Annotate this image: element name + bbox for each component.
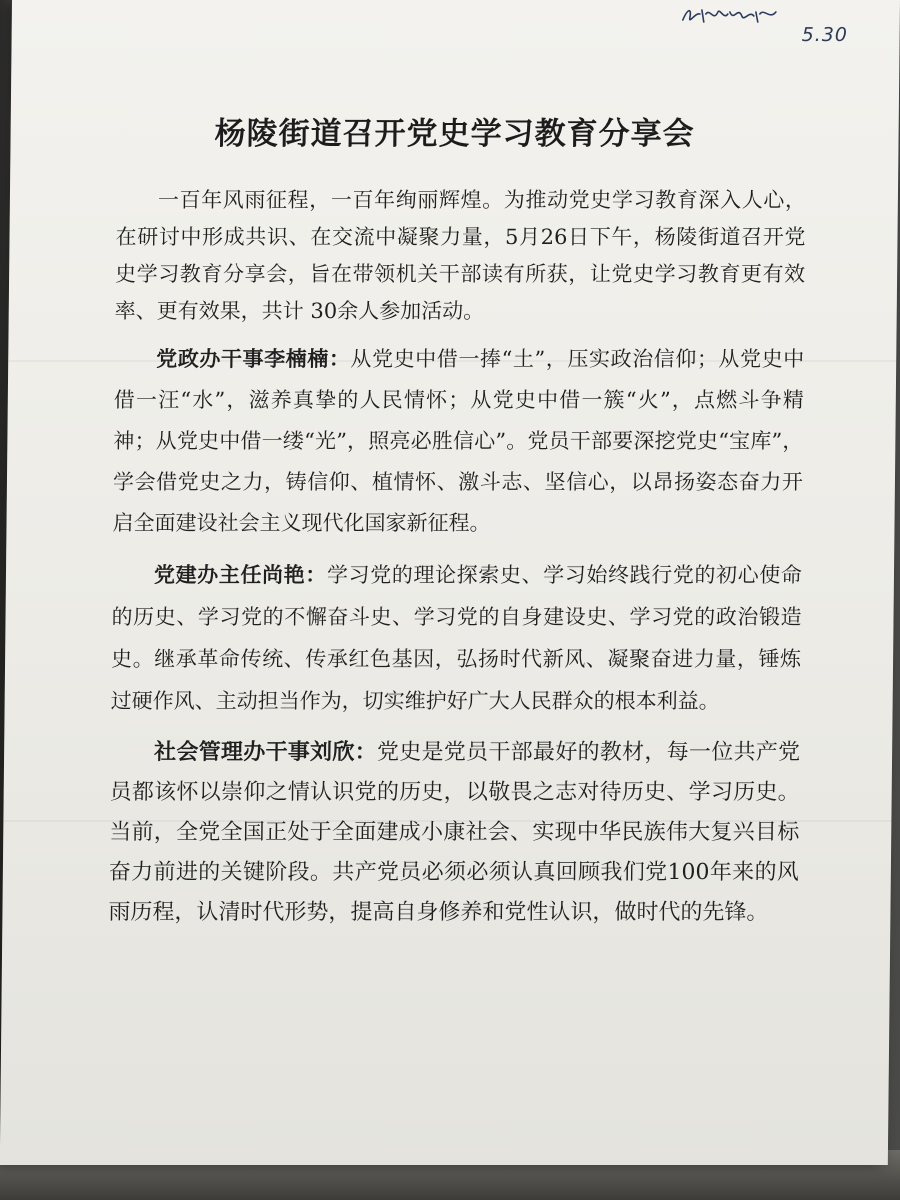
speaker-paragraph: [112, 338, 804, 544]
speaker-remarks: 学习党的理论探索史、学习始终践行党的初心使命的历史、学习党的不懈奋斗史、学习党的自身建设史、学习党的政治锻造史。继承革命传统、传承红色基因，弘扬时代新风、凝聚奋进力量，锤炼过硬作风、主动担当作为，切实维护好广大人民群众的根本利益。: [110, 563, 803, 713]
signature-scribble: [680, 4, 780, 28]
document-body: [108, 182, 806, 933]
speaker-paragraph: [108, 732, 800, 933]
document-title: 杨陵街道召开党史学习教育分享会: [214, 116, 695, 152]
speaker-remarks: 党史是党员干部最好的教材，每一位共产党员都该怀以崇仰之情认识党的历史，以敬畏之志对待历史、学习历史。当前，全党全国正处于全面建成小康社会、实现中华民族伟大复兴目标奋力前进的关键阶段。共产党员必须必须认真回顾我们党100年来的风雨历程，认清时代形势，提高自身修养和党性认识，做时代的先锋。: [108, 740, 801, 925]
handwritten-date: 5.30: [801, 24, 849, 46]
speaker-remarks: 从党史中借一捧“土”，压实政治信仰；从党史中借一汪“水”，滋养真挚的人民情怀；从党史中借一簇“火”，点燃斗争精神；从党史中借一缕“光”，照亮必胜信心”。党员干部要深挖党史“宝库”，学会借党史之力，铸信仰、植情怀、激斗志、坚信心，以昂扬姿态奋力开启全面建设社会主义现代化国家新征程。: [112, 347, 805, 535]
speaker-name: 党政办干事李楠楠：: [156, 346, 351, 371]
speaker-name: 党建办主任尚艳：: [153, 562, 328, 587]
speaker-paragraph: [110, 554, 802, 722]
handwritten-signature: [680, 4, 780, 28]
intro-paragraph: 一百年风雨征程，一百年绚丽辉煌。为推动党史学习教育深入人心，在研讨中形成共识、在交流中凝聚力量，5月26日下午，杨陵街道召开党史学习教育分享会，旨在带领机关干部读有所获，让党史学习教育更有效率、更有效果，共计 30余人参加活动。: [114, 188, 807, 323]
speaker-name: 社会管理办干事刘欣：: [153, 739, 378, 765]
